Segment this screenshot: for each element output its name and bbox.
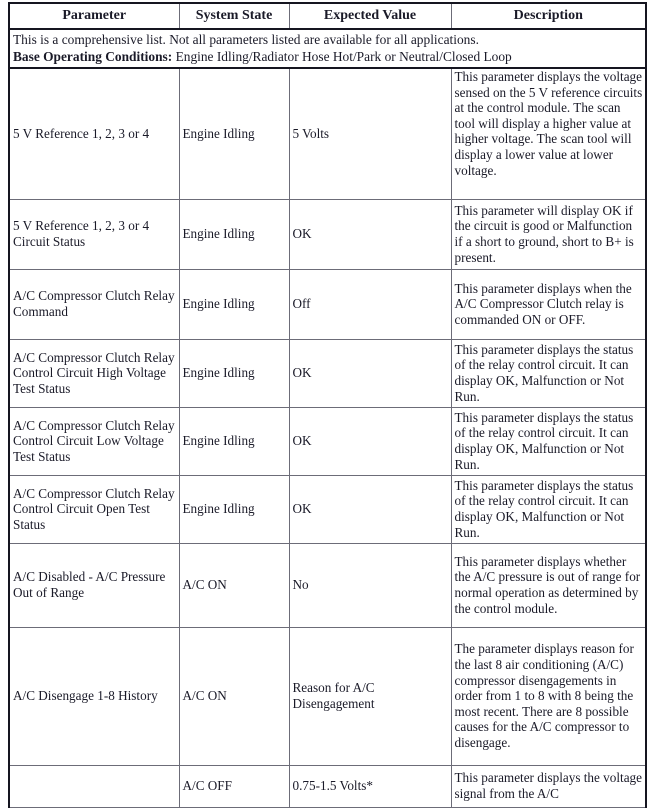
cell-expected-value: OK	[289, 339, 451, 407]
cell-description: This parameter displays the voltage signal from the A/C	[451, 765, 646, 807]
cell-system-state: Engine Idling	[179, 269, 289, 339]
cell-expected-value: Off	[289, 269, 451, 339]
table-row	[9, 199, 646, 269]
cell-description: This parameter displays the status of the relay control circuit. It can display OK, Malfunction or Not Run.	[451, 407, 646, 475]
cell-description: This parameter displays when the A/C Compressor Clutch relay is commanded ON or OFF.	[451, 269, 646, 339]
table-header	[9, 3, 646, 29]
parameter-table	[8, 2, 647, 808]
cell-expected-value: OK	[289, 407, 451, 475]
cell-parameter: A/C Compressor Clutch Relay Control Circuit Low Voltage Test Status	[9, 407, 179, 475]
cell-parameter	[9, 765, 179, 807]
cell-description: The parameter displays reason for the last 8 air conditioning (A/C) compressor disengagements in order from 1 to 8 with 8 being the most recent. There are 8 possible causes for the A/C compressor to disengage.	[451, 627, 646, 765]
cell-expected-value: 0.75-1.5 Volts*	[289, 765, 451, 807]
cell-system-state: Engine Idling	[179, 475, 289, 543]
table-row	[9, 269, 646, 339]
column-header-parameter: Parameter	[9, 3, 179, 29]
note-base-conditions-label: Base Operating Conditions:	[13, 49, 173, 64]
cell-system-state: A/C ON	[179, 543, 289, 627]
cell-description: This parameter displays whether the A/C pressure is out of range for normal operation as determined by the control module.	[451, 543, 646, 627]
cell-expected-value: OK	[289, 199, 451, 269]
table-row	[9, 68, 646, 199]
cell-parameter: A/C Compressor Clutch Relay Control Circuit High Voltage Test Status	[9, 339, 179, 407]
cell-description: This parameter displays the status of the relay control circuit. It can display OK, Malfunction or Not Run.	[451, 339, 646, 407]
table-row	[9, 407, 646, 475]
table-row	[9, 627, 646, 765]
cell-description: This parameter displays the status of the relay control circuit. It can display OK, Malfunction or Not Run.	[451, 475, 646, 543]
cell-system-state: Engine Idling	[179, 339, 289, 407]
table-row	[9, 765, 646, 807]
cell-expected-value: 5 Volts	[289, 68, 451, 199]
note-line-base-conditions	[13, 48, 642, 65]
cell-parameter: 5 V Reference 1, 2, 3 or 4 Circuit Status	[9, 199, 179, 269]
column-header-expected-value: Expected Value	[289, 3, 451, 29]
cell-system-state: Engine Idling	[179, 68, 289, 199]
table-body	[9, 29, 646, 807]
column-header-description: Description	[451, 3, 646, 29]
cell-parameter: 5 V Reference 1, 2, 3 or 4	[9, 68, 179, 199]
cell-system-state: A/C ON	[179, 627, 289, 765]
cell-description: This parameter displays the voltage sensed on the 5 V reference circuits at the control module. The scan tool will display a higher value at higher voltage. The scan tool will display a lower value at lower voltage.	[451, 68, 646, 199]
table-note-row	[9, 29, 646, 68]
note-base-conditions-text: Engine Idling/Radiator Hose Hot/Park or Neutral/Closed Loop	[172, 49, 512, 64]
column-header-system-state: System State	[179, 3, 289, 29]
cell-parameter: A/C Disengage 1-8 History	[9, 627, 179, 765]
table-note-cell	[9, 29, 646, 68]
cell-parameter: A/C Compressor Clutch Relay Control Circuit Open Test Status	[9, 475, 179, 543]
note-line-comprehensive: This is a comprehensive list. Not all parameters listed are available for all applications.	[13, 32, 479, 47]
cell-expected-value: OK	[289, 475, 451, 543]
cell-system-state: A/C OFF	[179, 765, 289, 807]
cell-expected-value: No	[289, 543, 451, 627]
cell-system-state: Engine Idling	[179, 407, 289, 475]
cell-parameter: A/C Compressor Clutch Relay Command	[9, 269, 179, 339]
table-row	[9, 475, 646, 543]
cell-parameter: A/C Disabled - A/C Pressure Out of Range	[9, 543, 179, 627]
table-row	[9, 339, 646, 407]
cell-description: This parameter will display OK if the circuit is good or Malfunction if a short to ground, short to B+ is present.	[451, 199, 646, 269]
table-header-row	[9, 3, 646, 29]
cell-expected-value: Reason for A/C Disengagement	[289, 627, 451, 765]
cell-system-state: Engine Idling	[179, 199, 289, 269]
table-row	[9, 543, 646, 627]
